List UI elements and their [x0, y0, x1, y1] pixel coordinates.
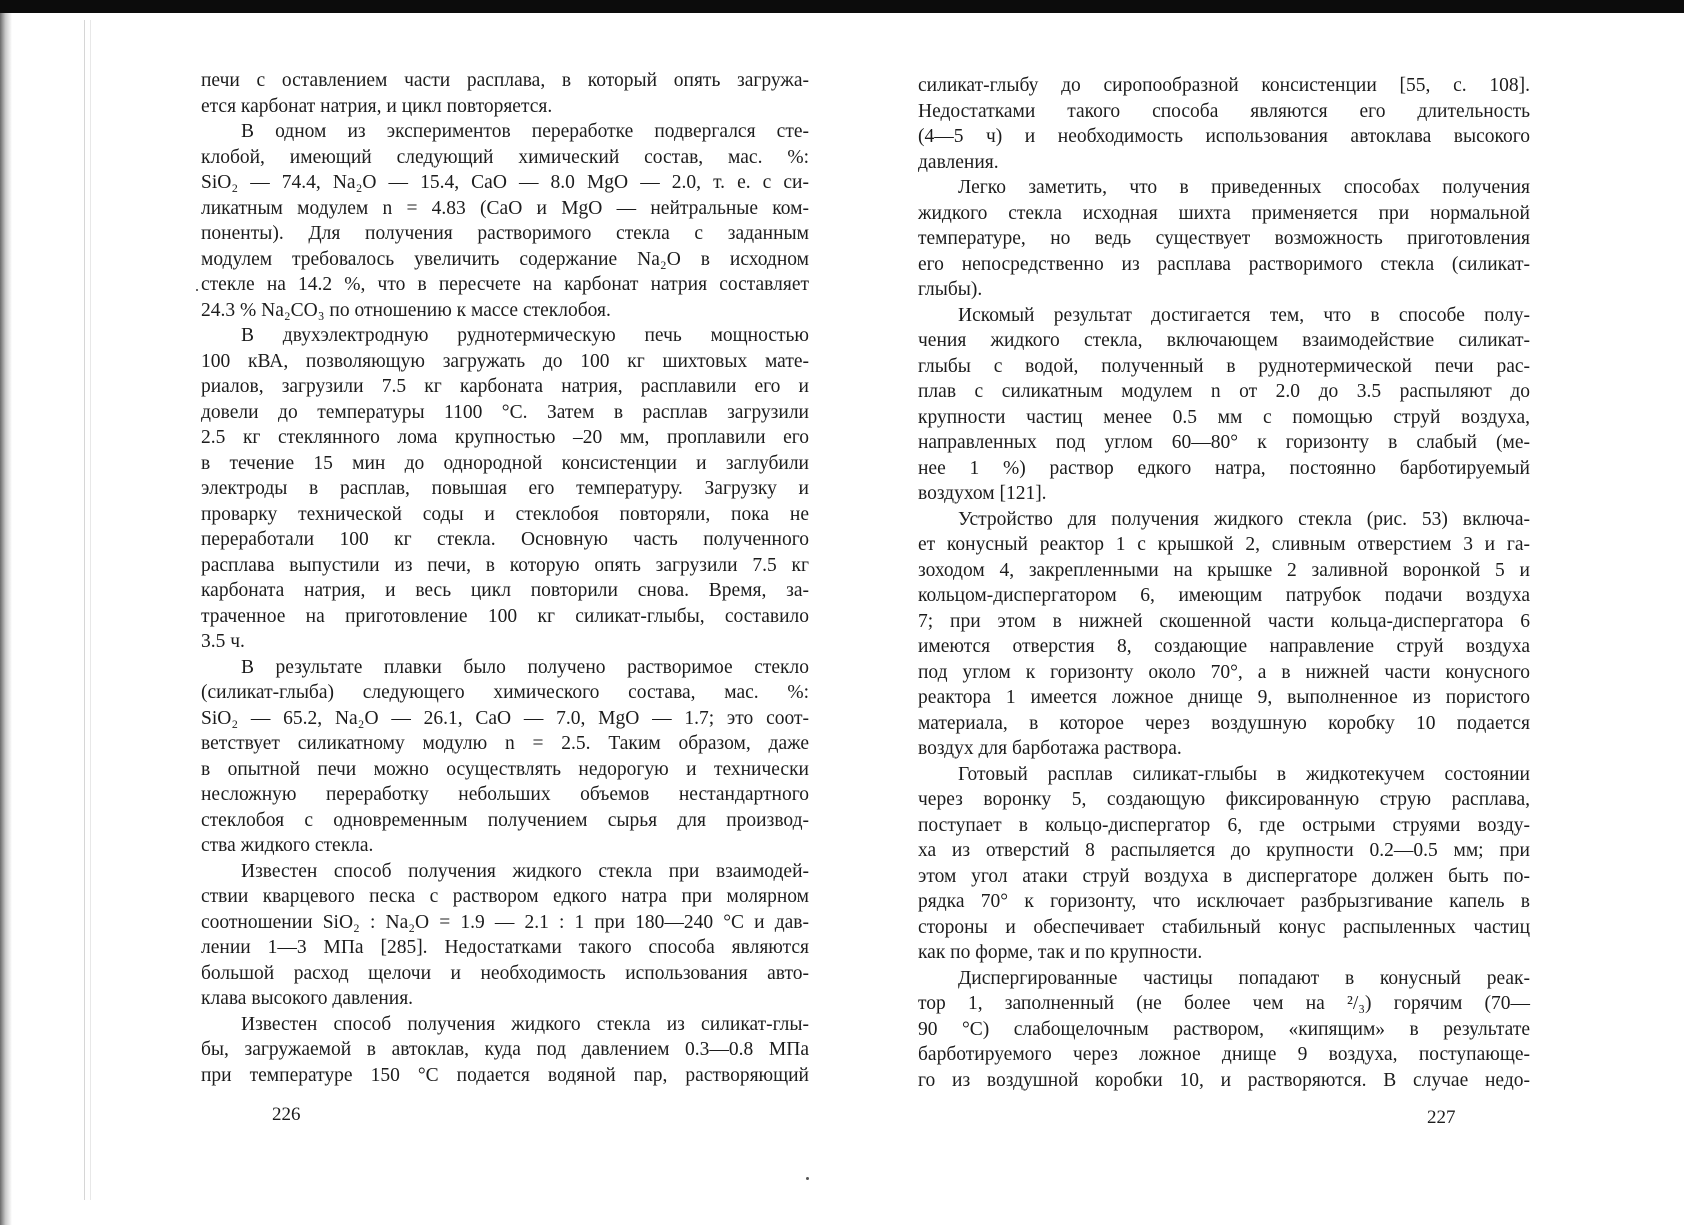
text-line: SiO₂ — 74.4, Na₂O — 15.4, CaO — 8.0 MgO — 2.0, т. е. с си- — [201, 172, 809, 193]
text-line: через воронку 5, создающую фиксированную струю расплава, — [918, 789, 1530, 810]
text-line: крупности частиц менее 0.5 мм с помощью струй воздуха, — [918, 406, 1530, 428]
right-page-text — [918, 73, 1530, 1093]
text-line: переработали 100 кг стекла. Основную часть полученного — [201, 529, 809, 550]
text-line: стекле на 14.2 %, что в пересчете на карбонат натрия составляет — [201, 274, 809, 295]
text-line: 24.3 % Na₂CO₃ по отношению к массе стеклобоя. — [201, 299, 611, 321]
scan-speck — [806, 1177, 809, 1180]
text-line: поступает в кольцо-диспергатор 6, где острыми струями возду- — [918, 814, 1530, 836]
text-line: Известен способ получения жидкого стекла при взаимодей- — [241, 860, 809, 882]
text-line: (4—5 ч) и необходимость использования автоклава высокого — [918, 126, 1530, 147]
text-line: печи с оставлением части расплава, в который опять загружа- — [201, 70, 809, 91]
text-line: 7; при этом в нижней скошенной части кольца-диспергатора 6 — [918, 610, 1530, 632]
text-line: при температуре 150 °С подается водяной пар, растворяющий — [201, 1064, 809, 1086]
text-line: риалов, загрузили 7.5 кг карбоната натрия, расплавили его и — [201, 376, 809, 397]
text-line: под углом к горизонту около 70°, а в нижней части конусного — [918, 661, 1530, 683]
text-line: Диспергированные частицы попадают в конусный реак- — [958, 967, 1530, 989]
text-line: ликатным модулем n = 4.83 (CaO и MgO — нейтральные ком- — [201, 197, 809, 219]
text-line: Устройство для получения жидкого стекла (рис. 53) включа- — [958, 508, 1530, 530]
text-line: материала, в которое через воздушную коробку 10 подается — [918, 712, 1530, 734]
text-line: ется карбонат натрия, и цикл повторяется. — [201, 95, 553, 117]
text-line: го из воздушной коробки 10, и растворяются. В случае недо- — [918, 1069, 1530, 1091]
text-line: нее 1 %) раствор едкого натра, постоянно барботируемый — [918, 457, 1530, 479]
text-line: Искомый результат достигается тем, что в способе полу- — [958, 304, 1530, 326]
text-line: ствии кварцевого песка с раствором едкого натра при молярном — [201, 886, 809, 907]
text-line: довели до температуры 1100 °С. Затем в расплав загрузили — [201, 401, 809, 423]
text-line: поненты). Для получения растворимого стекла с заданным — [201, 223, 809, 244]
text-line: воздухом [121]. — [918, 483, 1047, 504]
text-line: барботируемого через ложное днище 9 воздуха, поступающе- — [918, 1044, 1530, 1065]
text-line: расплава выпустили из печи, в которую опять загрузили 7.5 кг — [201, 554, 809, 576]
text-line: траченное на приготовление 100 кг силикат-глыбы, составило — [201, 605, 809, 627]
text-line: стороны и обеспечивает стабильный конус распыленных частиц — [918, 916, 1530, 938]
text-line: большой расход щелочи и необходимость использования авто- — [201, 962, 809, 984]
text-line: соотношении SiO₂ : Na₂O = 1.9 — 2.1 : 1 при 180—240 °С и дав- — [201, 911, 809, 933]
text-line: (силикат-глыба) следующего химического состава, мас. %: — [201, 682, 809, 703]
text-line: карбоната натрия, и весь цикл повторили снова. Время, за- — [201, 580, 809, 601]
text-line: воздух для барботажа раствора. — [918, 738, 1182, 759]
text-line: электроды в расплав, повышая его температуру. Загрузку и — [201, 478, 809, 499]
text-line: имеются отверстия 8, создающие направление струй воздуха — [918, 636, 1530, 657]
text-line: как по форме, так и по крупности. — [918, 942, 1203, 963]
text-line: 100 кВА, позволяющую загружать до 100 кг шихтовых мате- — [201, 350, 809, 372]
text-line: его непосредственно из расплава растворимого стекла (силикат- — [918, 253, 1530, 275]
text-line: проварку технической соды и стеклобоя повторяли, пока не — [201, 503, 809, 525]
text-line: Известен способ получения жидкого стекла из силикат-глы- — [241, 1013, 809, 1035]
text-line: Готовый расплав силикат-глыбы в жидкотекучем состоянии — [958, 763, 1530, 785]
text-line: реактора 1 имеется ложное днище 9, выполненное из пористого — [918, 687, 1530, 708]
text-line: кольцом-диспергатором 6, имеющим патрубок подачи воздуха — [918, 585, 1530, 606]
text-line: В результате плавки было получено растворимое стекло — [241, 656, 809, 678]
text-line: SiO₂ — 65.2, Na₂O — 26.1, CaO — 7.0, MgO — 1.7; это соот- — [201, 707, 809, 729]
text-line: 2.5 кг стеклянного лома крупностью –20 мм, проплавили его — [201, 427, 809, 448]
text-line: В одном из экспериментов переработке подвергался сте- — [241, 121, 809, 142]
text-line: плав с силикатным модулем n от 2.0 до 3.5 распыляют до — [918, 381, 1530, 402]
text-line: тор 1, заполненный (не более чем на ²/₃) горячим (70— — [918, 993, 1530, 1014]
left-page-text — [201, 68, 809, 1088]
text-line: Легко заметить, что в приведенных способах получения — [958, 177, 1530, 198]
text-line: В двухэлектродную руднотермическую печь мощностью — [241, 325, 809, 346]
text-line: клава высокого давления. — [201, 988, 414, 1009]
text-line: ветствует силикатному модулю n = 2.5. Таким образом, даже — [201, 733, 809, 754]
text-line: ет конусный реактор 1 с крышкой 2, сливным отверстием 3 и га- — [918, 534, 1530, 555]
text-line: лении 1—3 МПа [285]. Недостатками такого способа являются — [201, 937, 809, 958]
text-line: температуре, но ведь существует возможность приготовления — [918, 228, 1530, 249]
scan-speck — [196, 289, 198, 291]
text-line: ха из отверстий 8 распыляется до крупности 0.2—0.5 мм; при — [918, 840, 1530, 861]
text-line: бы, загружаемой в автоклав, куда под давлением 0.3—0.8 МПа — [201, 1039, 809, 1060]
text-line: 90 °С) слабощелочным раствором, «кипящим» в результате — [918, 1018, 1530, 1040]
text-line: стеклобоя с одновременным получением сырья для производ- — [201, 809, 809, 831]
text-line: глыбы с водой, полученный в руднотермической печи рас- — [918, 355, 1530, 377]
page-number: 226 — [272, 1104, 301, 1125]
text-line: направленных под углом 60—80° к горизонту в слабый (ме- — [918, 432, 1530, 453]
text-line: в опытной печи можно осуществлять недорогую и технически — [201, 758, 809, 780]
text-line: в течение 15 мин до однородной консистенции и заглубили — [201, 452, 809, 474]
text-line: ства жидкого стекла. — [201, 835, 374, 856]
right-page — [842, 0, 1684, 1225]
text-line: этом угол атаки струй воздуха в диспергаторе должен быть по- — [918, 865, 1530, 887]
text-line: давления. — [918, 151, 999, 173]
text-line: 3.5 ч. — [201, 631, 245, 652]
text-line: глыбы). — [918, 279, 983, 300]
text-line: клобой, имеющий следующий химический состав, мас. %: — [201, 146, 809, 168]
text-line: модулем требовалось увеличить содержание Na₂O в исходном — [201, 248, 809, 270]
page-number: 227 — [1427, 1107, 1456, 1128]
text-line: Недостатками такого способа являются его длительность — [918, 100, 1530, 122]
text-line: рядка 70° к горизонту, что исключает разбрызгивание капель в — [918, 891, 1530, 912]
text-line: силикат-глыбу до сиропообразной консистенции [55, с. 108]. — [918, 75, 1530, 96]
text-line: несложную переработку небольших объемов нестандартного — [201, 784, 809, 805]
text-line: зоходом 4, закрепленными на крышке 2 заливной воронкой 5 и — [918, 559, 1530, 581]
text-line: жидкого стекла исходная шихта применяется при нормальной — [918, 202, 1530, 224]
text-line: чения жидкого стекла, включающем взаимодействие силикат- — [918, 330, 1530, 351]
